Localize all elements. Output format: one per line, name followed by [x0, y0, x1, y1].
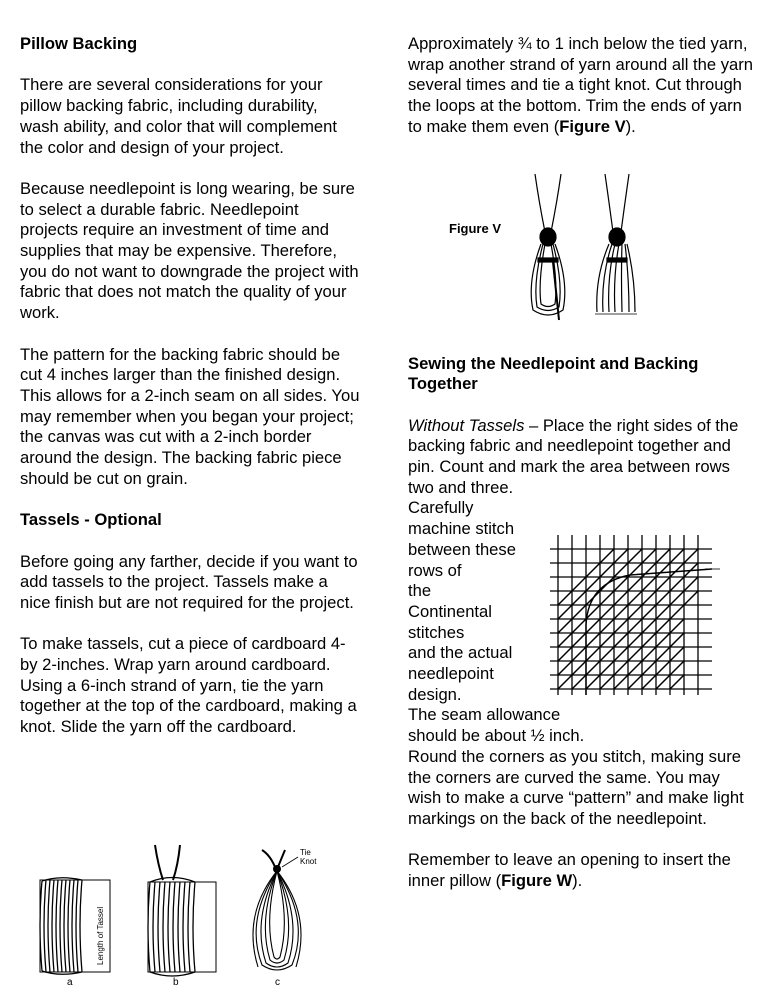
paragraph-round-corners: Round the corners as you stitch, making sure the corners are curved the same. You may wish to make a curve “pattern” and make light markings on the back of the needlepoint. — [408, 746, 744, 828]
figure-a-side-label: Length of Tassel — [96, 906, 105, 965]
figure-a-wrapped-cardboard — [40, 878, 110, 988]
paragraph-backing-pattern: The pattern for the backing fabric should be cut 4 inches larger than the finished design. This allows for a 2-inch seam on all sides. You may remember when you began your project; the canvas was cut with a 2-inch border around the design. The backing fabric piece should be cut on grain. — [20, 344, 360, 488]
paragraph-wrap-strand-end: ). — [625, 116, 636, 136]
figure-b-tied-top — [148, 845, 216, 988]
wrap-line: the — [408, 581, 432, 601]
figure-c-label: c — [275, 977, 280, 988]
figure-a-label: a — [67, 977, 73, 988]
wrap-line: between these — [408, 539, 516, 559]
figure-c-tie-label: Tie — [300, 848, 311, 857]
figure-b-label: b — [173, 977, 179, 988]
wrap-line: rows of — [408, 560, 462, 580]
without-tassels-text: – Place the right sides of the backing fabric and needlepoint together and pin. Count and mark the area between rows two and three. — [408, 415, 739, 497]
figure-v-tassels — [525, 172, 645, 327]
paragraph-make-tassels: To make tassels, cut a piece of cardboard 4- by 2-inches. Wrap yarn around cardboard. Using a 6-inch strand of yarn, tie the yarn together at the top of the cardboard, making a knot. Slide the yarn off the cardboard. — [20, 634, 357, 737]
figure-c-knot-label: Knot — [300, 857, 317, 866]
paragraph-decide-tassels: Before going any farther, decide if you want to add tassels to the project. Tassels make a nice finish but are not required for the project. — [20, 551, 358, 612]
wrap-line: and the actual — [408, 643, 513, 663]
wrap-line: design. — [408, 684, 462, 704]
paragraph-wrap-strand — [408, 34, 753, 138]
wrap-line: stitches — [408, 622, 465, 642]
paragraph-seam-allowance: The seam allowance should be about ½ inch. — [408, 705, 585, 746]
continental-stitch-grid-figure — [540, 535, 740, 705]
leave-opening-text: Remember to leave an opening to insert the inner pillow ( — [408, 850, 731, 891]
heading-pillow-backing: Pillow Backing — [20, 34, 138, 53]
tassel-steps-figure — [30, 845, 330, 990]
wrap-line: needlepoint — [408, 664, 494, 684]
wrap-line: machine stitch — [408, 519, 515, 539]
figure-v-reference: Figure V — [559, 116, 626, 136]
paragraph-leave-opening — [408, 850, 753, 891]
heading-sewing-together: Sewing the Needlepoint and Backing Together — [408, 353, 699, 394]
left-column — [20, 34, 360, 738]
right-column — [408, 34, 753, 892]
paragraph-durable-fabric: Because needlepoint is long wearing, be sure to select a durable fabric. Needlepoint projects require an investment of time and supplies that may be expensive. Therefore, you do not want to downgrade the project with fabric that does not match the quality of your work. — [20, 178, 359, 323]
paragraph-considerations: There are several considerations for your pillow backing fabric, including durability, wash ability, and color that will complement the color and design of your project. — [20, 75, 337, 157]
figure-w-reference: Figure W — [501, 871, 573, 891]
paragraph-without-tassels — [408, 416, 753, 499]
figure-v-label: Figure V — [449, 221, 502, 236]
leave-opening-end: ). — [572, 871, 583, 891]
wrap-line: Continental — [408, 601, 492, 621]
paragraph-wrap-strand-text: Approximately ¾ to 1 inch below the tied yarn, wrap another strand of yarn around all the yarn several times and tie a tight knot. Cut through the loops at the bottom. Trim the ends of yarn to make them even ( — [408, 34, 753, 136]
figure-c-loops — [253, 848, 317, 988]
without-tassels-label: Without Tassels — [408, 415, 525, 435]
heading-tassels-optional: Tassels - Optional — [20, 510, 162, 530]
wrap-line: Carefully — [408, 498, 474, 518]
